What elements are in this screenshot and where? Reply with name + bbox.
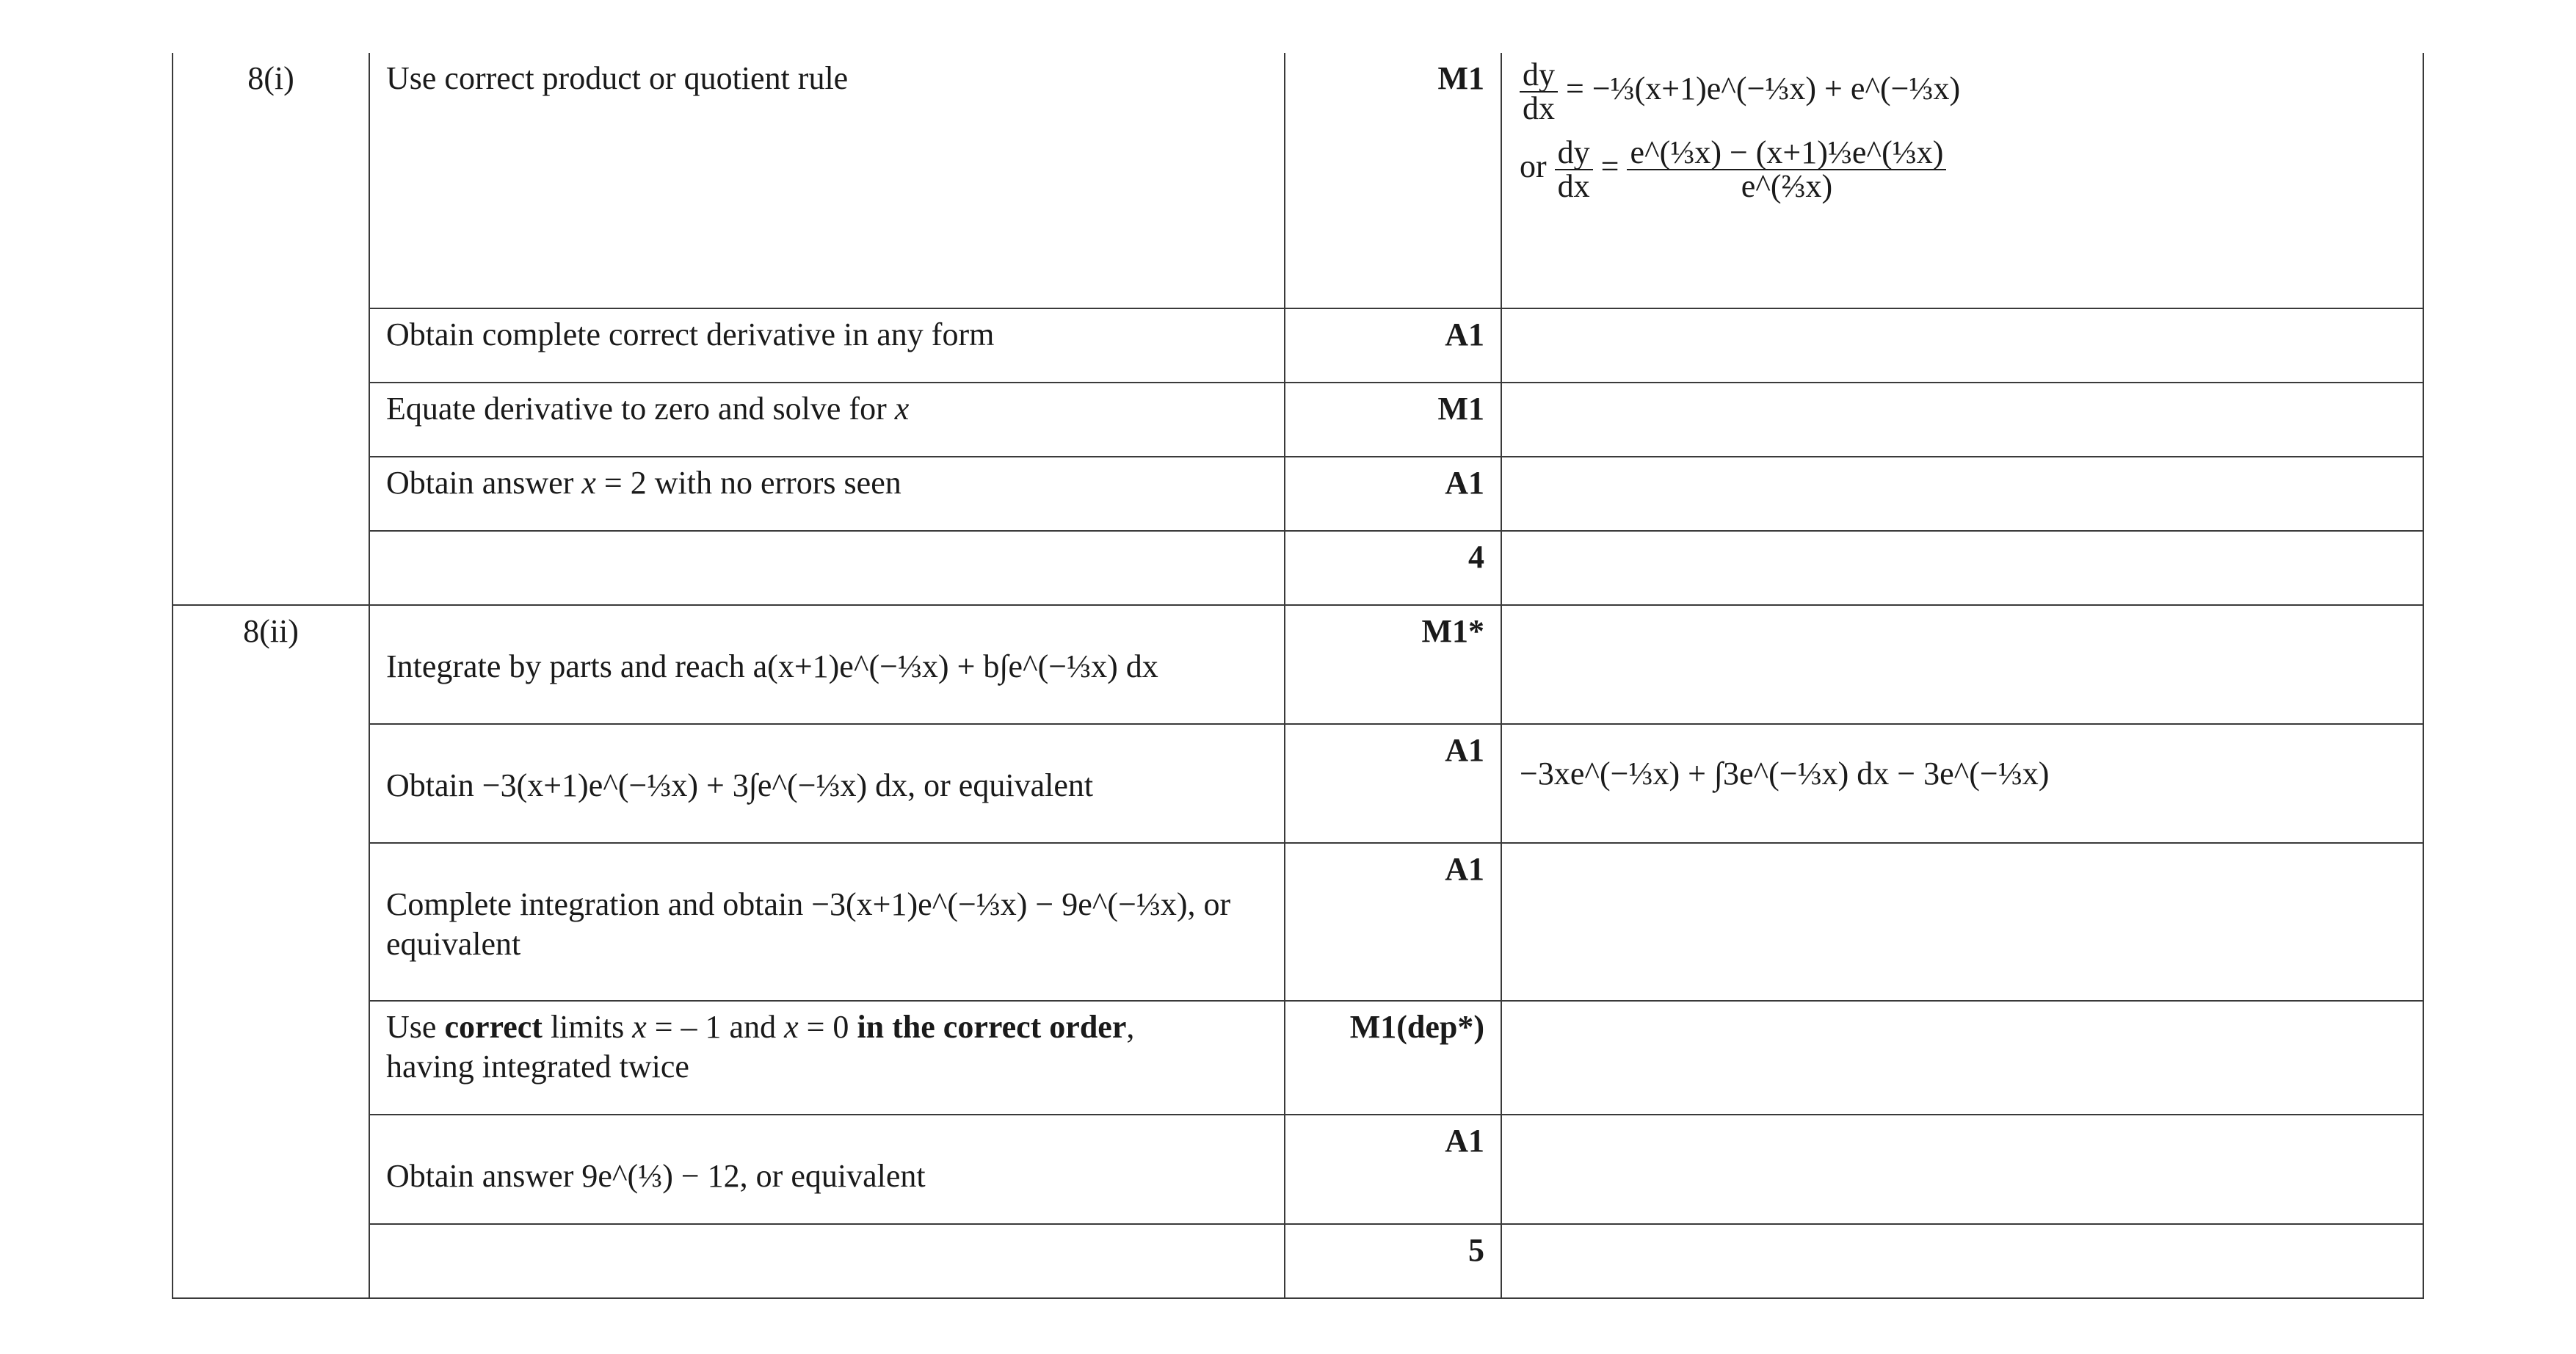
- total-mark-cell: 4: [1285, 531, 1501, 605]
- mark-cell: M1*: [1285, 605, 1501, 724]
- guidance-derivative-quotient: or $\frac{dy}{dx}$ = $\frac{\text{e\textasciicircum{}(⅓x) − (x+1)⅓e\textasciicircum{}(⅓x)}}{\text{e\textasciicircum{}(⅔x)}}$: [1520, 137, 2405, 203]
- answer-cell: Integrate by parts and reach a(x+1)e^(−⅓x) + b∫e^(−⅓x) dx: [369, 605, 1285, 724]
- derivative-expression: = −⅓(x+1)e^(−⅓x) + e^(−⅓x): [1566, 70, 1961, 107]
- mark-cell: A1: [1285, 308, 1501, 383]
- answer-cell: Obtain answer x = 2 with no errors seen: [369, 457, 1285, 531]
- answer-cell: Use correct limits x = – 1 and x = 0 in the correct order, having integrated twice: [369, 1001, 1285, 1115]
- guidance-derivative-product: [1520, 59, 2405, 125]
- guidance-cell: [1501, 383, 2423, 457]
- guidance-cell: [1501, 1001, 2423, 1115]
- answer-cell: Obtain −3(x+1)e^(−⅓x) + 3∫e^(−⅓x) dx, or equivalent: [369, 724, 1285, 843]
- guidance-cell: [1501, 605, 2423, 724]
- answer-cell: Use correct product or quotient rule: [369, 53, 1285, 308]
- guidance-cell: [1501, 457, 2423, 531]
- guidance-cell: [1501, 308, 2423, 383]
- mark-cell: M1: [1285, 53, 1501, 308]
- guidance-cell: [1501, 53, 2423, 308]
- total-mark-cell: 5: [1285, 1224, 1501, 1298]
- mark-scheme-table: [172, 53, 2424, 1299]
- fraction-dy-dx: $\frac{dy}{dx}$: [1555, 137, 1593, 203]
- guidance-cell: [1501, 531, 2423, 605]
- answer-cell: Obtain complete correct derivative in any form: [369, 308, 1285, 383]
- mark-cell: A1: [1285, 843, 1501, 1001]
- guidance-cell: [1501, 843, 2423, 1001]
- mark-cell: M1(dep*): [1285, 1001, 1501, 1115]
- guidance-cell: −3xe^(−⅓x) + ∫3e^(−⅓x) dx − 3e^(−⅓x): [1501, 724, 2423, 843]
- question-number-8ii: 8(ii): [173, 605, 369, 1298]
- mark-cell: A1: [1285, 1115, 1501, 1224]
- guidance-cell: [1501, 1224, 2423, 1298]
- quotient-fraction: $\frac{\text{e\textasciicircum{}(⅓x) − (x+1)⅓e\textasciicircum{}(⅓x)}}{\text{e\textasciicircum{}(⅔x)}}$: [1627, 137, 1946, 203]
- mark-cell: A1: [1285, 724, 1501, 843]
- answer-cell: Complete integration and obtain −3(x+1)e^(−⅓x) − 9e^(−⅓x), or equivalent: [369, 843, 1285, 1001]
- fraction-dy-dx: $\frac{dy}{dx}$: [1520, 59, 1558, 125]
- guidance-cell: [1501, 1115, 2423, 1224]
- question-number-8i: 8(i): [173, 53, 369, 605]
- answer-cell: [369, 531, 1285, 605]
- answer-cell: Obtain answer 9e^(⅓) − 12, or equivalent: [369, 1115, 1285, 1224]
- answer-cell: [369, 1224, 1285, 1298]
- mark-cell: M1: [1285, 383, 1501, 457]
- mark-cell: A1: [1285, 457, 1501, 531]
- answer-cell: Equate derivative to zero and solve for x: [369, 383, 1285, 457]
